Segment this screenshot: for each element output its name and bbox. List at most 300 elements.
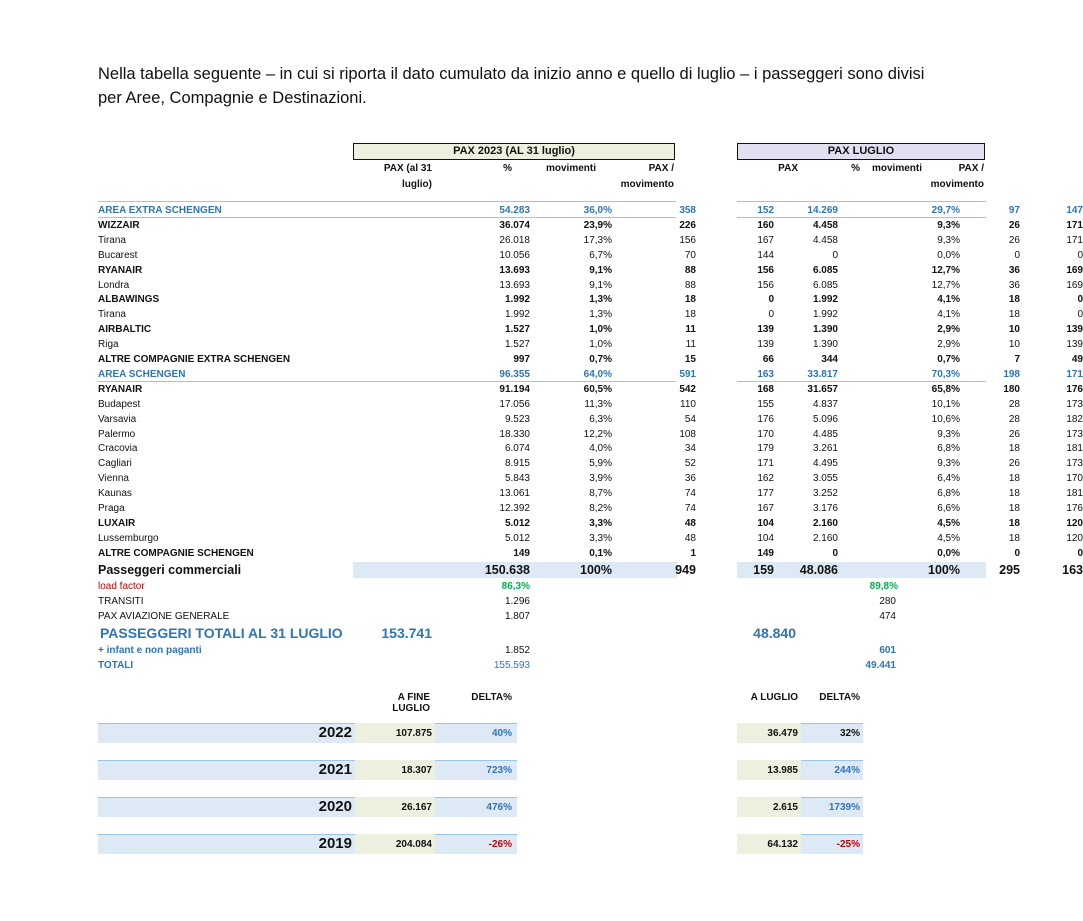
year-left-delta: 40% bbox=[491, 728, 512, 739]
cell: 18 bbox=[1008, 532, 1020, 544]
infant-row bbox=[98, 643, 986, 658]
year-right-delta: 32% bbox=[839, 728, 860, 739]
cell: 0 bbox=[1077, 547, 1083, 559]
cell: 96.355 bbox=[499, 368, 530, 380]
cell: 12,2% bbox=[583, 428, 612, 440]
row-label: RYANAIR bbox=[98, 264, 143, 276]
cell: 54 bbox=[684, 413, 696, 425]
row-label: Cracovia bbox=[98, 443, 138, 455]
cell: 13.061 bbox=[499, 488, 530, 500]
cell: 2,9% bbox=[937, 339, 960, 351]
cell: 1.527 bbox=[504, 324, 530, 336]
totali-row bbox=[98, 658, 986, 673]
cell: 198 bbox=[1003, 368, 1020, 380]
table-row bbox=[98, 412, 1083, 427]
cell: 169 bbox=[1066, 264, 1083, 276]
cell: 49.441 bbox=[865, 660, 896, 671]
cell: 18 bbox=[684, 309, 696, 321]
cell: 23,9% bbox=[583, 219, 612, 231]
cell: 3.176 bbox=[812, 503, 838, 514]
cell: 65,8% bbox=[931, 383, 960, 395]
cell: 108 bbox=[679, 428, 696, 440]
cell: 474 bbox=[879, 611, 896, 622]
cell: 156 bbox=[757, 279, 774, 291]
cell: 1.852 bbox=[504, 645, 530, 656]
cell: 0,1% bbox=[589, 547, 612, 559]
cell: 26 bbox=[1008, 234, 1020, 246]
pax-luglio-header: PAX LUGLIO bbox=[737, 143, 985, 160]
transiti-row bbox=[98, 594, 986, 609]
col-header-pct-right: % bbox=[851, 163, 860, 174]
year-right-delta: 244% bbox=[834, 765, 860, 776]
cell: 7 bbox=[1014, 354, 1020, 365]
cell: 5.012 bbox=[504, 517, 530, 529]
cell: 17.056 bbox=[499, 398, 530, 410]
cell: 52 bbox=[684, 458, 696, 470]
cell: 177 bbox=[757, 488, 774, 500]
row-label: Cagliari bbox=[98, 458, 132, 470]
row-label: LUXAIR bbox=[98, 517, 136, 529]
table-row bbox=[98, 367, 1083, 382]
cell: 5.096 bbox=[812, 413, 838, 425]
cell: 1.390 bbox=[812, 339, 838, 351]
table-row bbox=[98, 382, 1083, 397]
cell: 1 bbox=[690, 547, 696, 559]
cell: 48 bbox=[684, 517, 696, 529]
cell: 0 bbox=[1077, 249, 1083, 261]
table-row bbox=[98, 427, 1083, 442]
cell: 4.485 bbox=[812, 428, 838, 440]
cell: 26 bbox=[1008, 458, 1020, 470]
cell: 9,1% bbox=[589, 264, 612, 276]
col-header-pax-mov: PAX / bbox=[648, 163, 674, 174]
cell: 10 bbox=[1008, 339, 1020, 351]
row-label: Tirana bbox=[98, 309, 126, 321]
cell: 86,3% bbox=[501, 581, 530, 592]
infant-label: + infant e non paganti bbox=[98, 645, 202, 656]
year-left-value: 26.167 bbox=[401, 802, 432, 813]
year-left-delta: -26% bbox=[488, 839, 512, 850]
cell: 48.086 bbox=[799, 563, 838, 577]
pax-2023-header: PAX 2023 (AL 31 luglio) bbox=[353, 143, 675, 160]
table-row bbox=[98, 233, 1083, 248]
cell: 3.055 bbox=[812, 473, 838, 485]
table-row bbox=[98, 307, 1083, 322]
totali-31-label: PASSEGGERI TOTALI AL 31 LUGLIO bbox=[100, 625, 343, 641]
cell: 171 bbox=[757, 458, 774, 470]
cell: 0 bbox=[768, 294, 774, 306]
table-row bbox=[98, 218, 1083, 233]
aviazione-label: PAX AVIAZIONE GENERALE bbox=[98, 611, 230, 622]
cell: 49 bbox=[1071, 354, 1083, 365]
transiti-label: TRANSITI bbox=[98, 596, 144, 607]
year-right-value: 2.615 bbox=[772, 802, 798, 813]
cell: 26.018 bbox=[499, 234, 530, 246]
cell: 88 bbox=[684, 279, 696, 291]
cell: 171 bbox=[1066, 219, 1083, 231]
cell: 18 bbox=[1008, 309, 1020, 321]
cell: 152 bbox=[757, 205, 774, 216]
year-left-delta: 476% bbox=[486, 802, 512, 813]
cell: 3,9% bbox=[589, 473, 612, 485]
cell: 97 bbox=[1008, 205, 1020, 216]
cell: 3.252 bbox=[812, 488, 838, 500]
cell: 29,7% bbox=[931, 205, 960, 216]
cell: 74 bbox=[684, 503, 696, 514]
cell: 1.992 bbox=[812, 294, 838, 306]
aviazione-row bbox=[98, 609, 986, 624]
cell: 0 bbox=[832, 249, 838, 261]
cell: 167 bbox=[757, 234, 774, 246]
row-label: Bucarest bbox=[98, 249, 138, 261]
cell: 3.261 bbox=[812, 443, 838, 455]
table-row bbox=[98, 248, 1083, 263]
cell: 167 bbox=[757, 503, 774, 514]
cell: 36 bbox=[1008, 264, 1020, 276]
cell: 1,3% bbox=[589, 309, 612, 321]
cell: 8,7% bbox=[589, 488, 612, 500]
year-left-value: 18.307 bbox=[401, 765, 432, 776]
cell: 18 bbox=[1008, 294, 1020, 306]
cell: 5.012 bbox=[504, 532, 530, 544]
cell: 88 bbox=[684, 264, 696, 276]
cell: 5,9% bbox=[589, 458, 612, 470]
col-header-movimenti: movimenti bbox=[545, 163, 596, 174]
divider bbox=[98, 201, 676, 202]
cell: 176 bbox=[1066, 503, 1083, 514]
cell: 26 bbox=[1008, 428, 1020, 440]
cell: 9.523 bbox=[504, 413, 530, 425]
table-row bbox=[98, 501, 1083, 516]
cell: 168 bbox=[757, 383, 774, 395]
year-right-value: 36.479 bbox=[767, 728, 798, 739]
year-left-value: 107.875 bbox=[395, 728, 432, 739]
cell: 70,3% bbox=[931, 368, 960, 380]
cell: 18 bbox=[1008, 473, 1020, 485]
cell: 26 bbox=[1008, 219, 1020, 231]
cell: 36.074 bbox=[499, 219, 530, 231]
a-fine-luglio-header: A FINE LUGLIO bbox=[392, 692, 430, 714]
row-label: Kaunas bbox=[98, 488, 132, 500]
cell: 9,3% bbox=[937, 219, 960, 231]
cell: 171 bbox=[1066, 234, 1083, 246]
cell: 11 bbox=[685, 339, 696, 351]
row-label: Tirana bbox=[98, 234, 126, 246]
cell: 169 bbox=[1066, 279, 1083, 291]
commercial-row bbox=[98, 561, 1083, 579]
table-row bbox=[98, 397, 1083, 412]
cell: 60,5% bbox=[583, 383, 612, 395]
cell: 36 bbox=[1008, 279, 1020, 291]
cell: 18 bbox=[1008, 517, 1020, 529]
cell: 54.283 bbox=[499, 205, 530, 216]
cell: 155 bbox=[757, 398, 774, 410]
row-label: ALTRE COMPAGNIE EXTRA SCHENGEN bbox=[98, 354, 291, 365]
totali-label: TOTALI bbox=[98, 660, 134, 671]
cell: 6,8% bbox=[937, 443, 960, 455]
cell: 997 bbox=[513, 354, 530, 365]
col-header-pax-mov-2: movimento bbox=[620, 179, 674, 190]
load-factor-row bbox=[98, 579, 986, 594]
cell: 104 bbox=[757, 517, 774, 529]
cell: 170 bbox=[757, 428, 774, 440]
year-label: 2019 bbox=[318, 835, 352, 852]
cell: 12.392 bbox=[499, 503, 530, 514]
cell: 10.056 bbox=[499, 249, 530, 261]
table-row bbox=[98, 441, 1083, 456]
cell: 4,0% bbox=[589, 443, 612, 455]
cell: 3,3% bbox=[589, 532, 612, 544]
cell: 100% bbox=[580, 563, 612, 577]
cell: 13.693 bbox=[499, 264, 530, 276]
cell: 6.085 bbox=[812, 279, 838, 291]
row-label: AREA SCHENGEN bbox=[98, 368, 186, 380]
cell: 9,3% bbox=[937, 458, 960, 470]
cell: 0 bbox=[1077, 294, 1083, 306]
cell: 17,3% bbox=[583, 234, 612, 246]
table-row bbox=[98, 471, 1083, 486]
table-row bbox=[98, 516, 1083, 531]
cell: 36 bbox=[684, 473, 696, 485]
a-luglio-header: A LUGLIO bbox=[750, 692, 798, 703]
year-left-value: 204.084 bbox=[395, 839, 432, 850]
cell: 6.085 bbox=[812, 264, 838, 276]
cell: 4,1% bbox=[937, 294, 960, 306]
cell: 11,3% bbox=[584, 398, 612, 410]
table-row bbox=[98, 203, 1083, 218]
cell: 0 bbox=[768, 309, 774, 321]
cell: 28 bbox=[1008, 398, 1020, 410]
table-row bbox=[98, 352, 1083, 367]
cell: 180 bbox=[1003, 383, 1020, 395]
cell: 31.657 bbox=[807, 383, 838, 395]
totali-31-left: 153.741 bbox=[381, 625, 432, 641]
intro-paragraph: Nella tabella seguente – in cui si riporta il dato cumulato da inizio anno e quello di luglio – i passeggeri sono divisi per Aree, Compagnie e Destinazioni. bbox=[98, 65, 925, 107]
year-label: 2020 bbox=[318, 798, 352, 815]
cell: 6,3% bbox=[589, 413, 612, 425]
cell: 18 bbox=[1008, 503, 1020, 514]
row-label: Riga bbox=[98, 339, 119, 351]
col-header-pct: % bbox=[503, 163, 512, 174]
cell: 1.992 bbox=[504, 294, 530, 306]
cell: 0,7% bbox=[589, 354, 612, 365]
cell: 4.837 bbox=[812, 398, 838, 410]
cell: 182 bbox=[1066, 413, 1083, 425]
cell: 949 bbox=[675, 563, 696, 577]
cell: 0 bbox=[1014, 547, 1020, 559]
cell: 4.458 bbox=[812, 234, 838, 246]
cell: 0,7% bbox=[937, 354, 960, 365]
cell: 1.807 bbox=[504, 611, 530, 622]
cell: 33.817 bbox=[807, 368, 838, 380]
cell: 8.915 bbox=[504, 458, 530, 470]
table-row bbox=[98, 263, 1083, 278]
cell: 6.074 bbox=[504, 443, 530, 455]
cell: 139 bbox=[1066, 339, 1083, 351]
cell: 344 bbox=[821, 354, 838, 365]
table-row bbox=[98, 486, 1083, 501]
cell: 170 bbox=[1066, 473, 1083, 485]
cell: 173 bbox=[1066, 458, 1083, 470]
col-header-pax-mov-right-2: movimento bbox=[930, 179, 984, 190]
year-label: 2021 bbox=[318, 761, 352, 778]
cell: 156 bbox=[757, 264, 774, 276]
table-row bbox=[98, 292, 1083, 307]
cell: 74 bbox=[684, 488, 696, 500]
table-row bbox=[98, 278, 1083, 293]
year-left-delta: 723% bbox=[486, 765, 512, 776]
cell: 226 bbox=[679, 219, 696, 231]
totali-31-right: 48.840 bbox=[753, 625, 796, 641]
col-header-pax-right: PAX bbox=[778, 163, 798, 174]
cell: 28 bbox=[1008, 413, 1020, 425]
row-label: Palermo bbox=[98, 428, 136, 440]
cell: 1.992 bbox=[504, 309, 530, 321]
cell: 110 bbox=[680, 398, 696, 410]
cell: 295 bbox=[999, 563, 1020, 577]
cell: 66 bbox=[762, 354, 774, 365]
row-label: Lussemburgo bbox=[98, 532, 159, 544]
cell: 4.495 bbox=[812, 458, 838, 470]
cell: 15 bbox=[684, 354, 696, 365]
cell: 89,8% bbox=[869, 581, 898, 592]
row-label: AREA EXTRA SCHENGEN bbox=[98, 205, 222, 216]
cell: 6,6% bbox=[937, 503, 960, 514]
cell: 120 bbox=[1066, 532, 1083, 544]
cell: 150.638 bbox=[484, 563, 530, 577]
cell: 12,7% bbox=[931, 264, 960, 276]
col-header-movimenti-right: movimenti bbox=[871, 163, 922, 174]
cell: 173 bbox=[1066, 398, 1083, 410]
row-label: Vienna bbox=[98, 473, 129, 485]
cell: 5.843 bbox=[504, 473, 530, 485]
cell: 171 bbox=[1066, 368, 1083, 380]
cell: 1,0% bbox=[589, 339, 612, 351]
row-label: Varsavia bbox=[98, 413, 137, 425]
cell: 1.390 bbox=[812, 324, 838, 336]
cell: 139 bbox=[1066, 324, 1083, 336]
cell: 91.194 bbox=[499, 383, 530, 395]
cell: 139 bbox=[757, 324, 774, 336]
load-factor-label: load factor bbox=[98, 581, 145, 592]
row-label: ALTRE COMPAGNIE SCHENGEN bbox=[98, 547, 254, 559]
table-row bbox=[98, 322, 1083, 337]
year-label: 2022 bbox=[318, 724, 352, 741]
table-row bbox=[98, 546, 1083, 561]
cell: 156 bbox=[679, 234, 696, 246]
year-right-delta: -25% bbox=[836, 839, 860, 850]
cell: 8,2% bbox=[589, 503, 612, 514]
cell: 176 bbox=[1066, 383, 1083, 395]
cell: 181 bbox=[1066, 488, 1083, 500]
cell: 9,3% bbox=[937, 234, 960, 246]
delta-header-right: DELTA% bbox=[819, 692, 860, 703]
cell: 34 bbox=[684, 443, 696, 455]
cell: 163 bbox=[757, 368, 774, 380]
cell: 2.160 bbox=[812, 532, 838, 544]
cell: 18 bbox=[1008, 443, 1020, 455]
row-label: AIRBALTIC bbox=[98, 324, 152, 336]
cell: 18 bbox=[684, 294, 696, 306]
year-right-value: 64.132 bbox=[767, 839, 798, 850]
cell: 48 bbox=[684, 532, 696, 544]
cell: 181 bbox=[1066, 443, 1083, 455]
cell: 139 bbox=[757, 339, 774, 351]
cell: 18 bbox=[1008, 488, 1020, 500]
cell: 70 bbox=[684, 249, 696, 261]
cell: 6,4% bbox=[937, 473, 960, 485]
year-right-delta: 1739% bbox=[828, 802, 860, 813]
row-label: WIZZAIR bbox=[98, 219, 140, 231]
commercial-label: Passeggeri commerciali bbox=[98, 563, 242, 577]
row-label: Budapest bbox=[98, 398, 141, 410]
cell: 9,1% bbox=[589, 279, 612, 291]
row-label: RYANAIR bbox=[98, 383, 143, 395]
cell: 0 bbox=[1077, 309, 1083, 321]
table-row bbox=[98, 456, 1083, 471]
cell: 10,1% bbox=[931, 398, 960, 410]
col-header-pax-mov-right: PAX / bbox=[958, 163, 984, 174]
cell: 601 bbox=[879, 645, 896, 656]
cell: 4,5% bbox=[937, 517, 960, 529]
cell: 4,5% bbox=[937, 532, 960, 544]
table-row bbox=[98, 337, 1083, 352]
cell: 0 bbox=[832, 547, 838, 559]
cell: 1.296 bbox=[504, 596, 530, 607]
cell: 2.160 bbox=[812, 517, 838, 529]
cell: 10 bbox=[1008, 324, 1020, 336]
cell: 162 bbox=[757, 473, 774, 485]
cell: 358 bbox=[679, 205, 696, 216]
cell: 149 bbox=[757, 547, 774, 559]
cell: 100% bbox=[928, 563, 960, 577]
cell: 4.458 bbox=[812, 219, 838, 231]
year-right-value: 13.985 bbox=[767, 765, 798, 776]
table-row bbox=[98, 531, 1083, 546]
cell: 104 bbox=[757, 532, 774, 544]
cell: 1,0% bbox=[589, 324, 612, 336]
cell: 14.269 bbox=[807, 205, 838, 216]
row-label: Londra bbox=[98, 279, 130, 291]
col-header-pax-2: luglio) bbox=[402, 179, 432, 190]
cell: 10,6% bbox=[931, 413, 960, 425]
cell: 120 bbox=[1066, 517, 1083, 529]
cell: 13.693 bbox=[499, 279, 530, 291]
cell: 155.593 bbox=[493, 660, 530, 671]
cell: 176 bbox=[757, 413, 774, 425]
cell: 542 bbox=[679, 383, 696, 395]
cell: 0,0% bbox=[937, 547, 960, 559]
cell: 2,9% bbox=[937, 324, 960, 336]
cell: 64,0% bbox=[583, 368, 612, 380]
cell: 0,0% bbox=[937, 249, 960, 261]
cell: 179 bbox=[757, 443, 774, 455]
cell: 3,3% bbox=[589, 517, 612, 529]
cell: 147 bbox=[1066, 205, 1083, 216]
delta-header: DELTA% bbox=[471, 692, 512, 703]
cell: 144 bbox=[757, 249, 774, 261]
cell: 1.527 bbox=[504, 339, 530, 351]
cell: 0 bbox=[1014, 249, 1020, 261]
cell: 160 bbox=[757, 219, 774, 231]
cell: 159 bbox=[753, 563, 774, 577]
cell: 1,3% bbox=[589, 294, 612, 306]
cell: 9,3% bbox=[937, 428, 960, 440]
cell: 173 bbox=[1066, 428, 1083, 440]
cell: 280 bbox=[879, 596, 896, 607]
cell: 6,8% bbox=[937, 488, 960, 500]
cell: 163 bbox=[1062, 563, 1083, 577]
